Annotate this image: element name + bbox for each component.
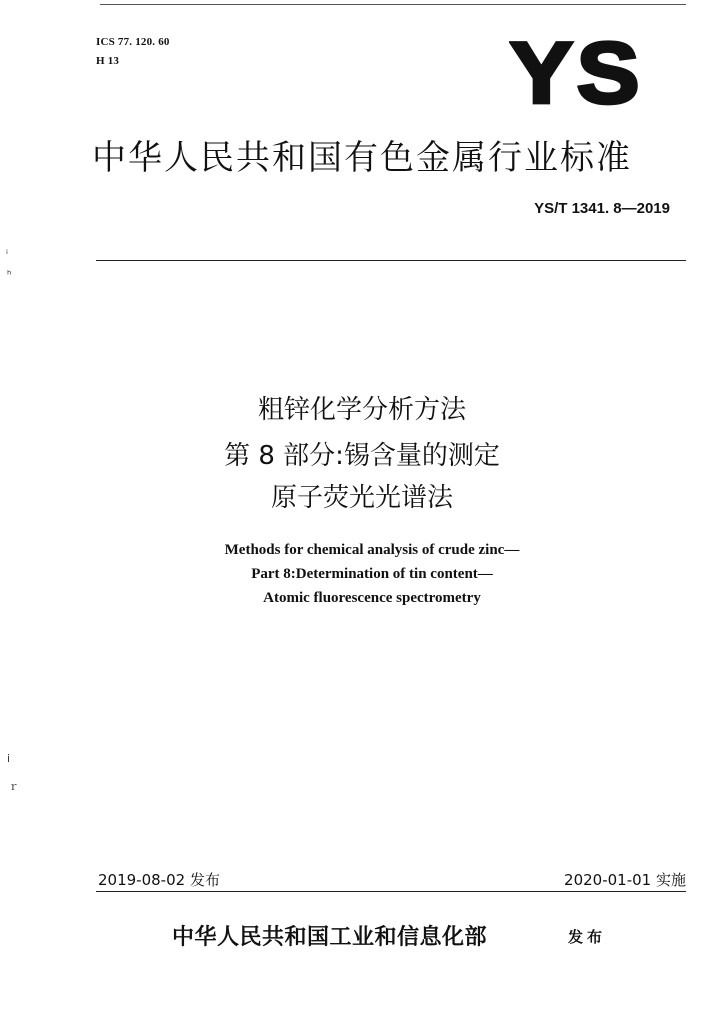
footer-divider <box>96 891 686 892</box>
margin-mark: ⅰ <box>7 752 11 765</box>
issue-date: 2019-08-02 发布 <box>98 871 220 889</box>
org-title: 中华人民共和国有色金属行业标准 <box>92 138 632 178</box>
title-cn-line1: 粗锌化学分析方法 <box>257 395 466 425</box>
ccs-code: H 13 <box>96 55 120 67</box>
standard-number: YS/T 1341. 8—2019 <box>534 200 670 217</box>
margin-mark: ｒ <box>8 780 19 793</box>
margin-mark: ᵢ <box>6 244 8 257</box>
publish-label: 发布 <box>568 928 607 946</box>
title-cn-line2: 第 8 部分:锡含量的测定 <box>224 441 500 471</box>
title-en-line1: Methods for chemical analysis of crude zinc— <box>224 542 520 558</box>
title-cn-line3: 原子荧光光谱法 <box>270 483 453 513</box>
header-divider <box>96 260 686 261</box>
ics-code: ICS 77. 120. 60 <box>96 36 170 48</box>
issuing-authority: 中华人民共和国工业和信息化部 <box>172 924 488 950</box>
ys-logo: YS <box>510 24 644 122</box>
top-rule <box>100 4 686 5</box>
margin-mark: ʰ <box>7 268 12 281</box>
title-en-line2: Part 8:Determination of tin content— <box>251 566 493 582</box>
title-en-line3: Atomic fluorescence spectrometry <box>263 590 481 606</box>
implementation-date: 2020-01-01 实施 <box>564 871 686 889</box>
